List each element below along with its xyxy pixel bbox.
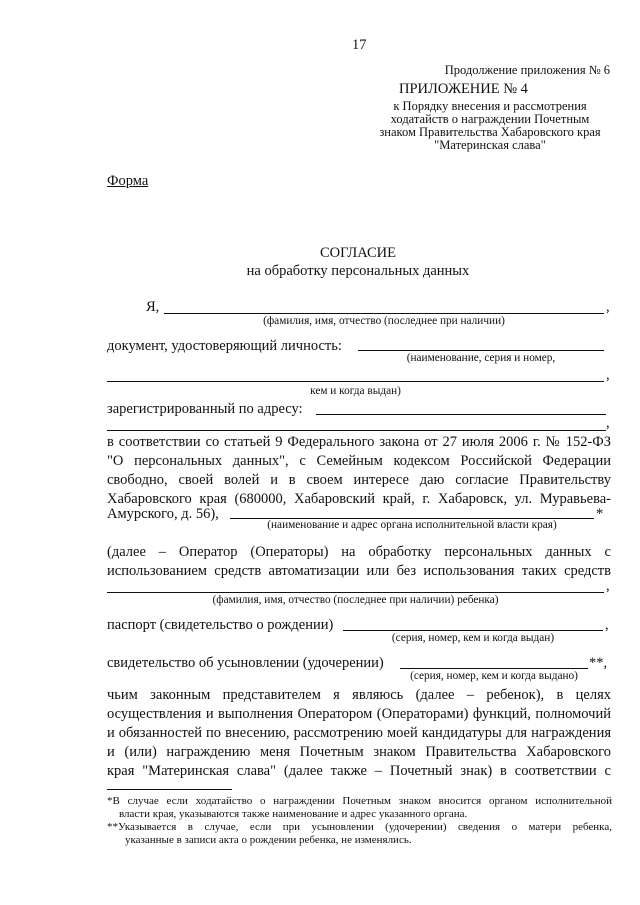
footnote-line: **Указывается в случае, если при усыновлении (удочерении) сведения о матери ребенка, — [107, 821, 612, 833]
doc-hint-1: (наименование, серия и номер, — [406, 352, 556, 364]
paragraph-line: (далее – Оператор (Операторы) на обработку персональных данных с — [107, 544, 611, 560]
document-subtitle: на обработку персональных данных — [246, 263, 470, 279]
doc-hint-2: кем и когда выдан) — [310, 385, 401, 397]
addr-comma: , — [606, 415, 610, 431]
passport-label: паспорт (свидетельство о рождении) — [107, 617, 334, 633]
adoption-label: свидетельство об усыновлении (удочерении) — [107, 655, 384, 671]
appendix-line: ходатайств о награждении Почетным — [390, 112, 590, 126]
child-name-field-line[interactable] — [107, 592, 604, 593]
fio-field-line[interactable] — [164, 313, 604, 314]
paragraph-line: в соответствии со статьей 9 Федерального закона от 27 июля 2006 г. № 152-ФЗ — [107, 434, 611, 450]
addr-label: зарегистрированный по адресу: — [107, 401, 303, 417]
doc-comma: , — [606, 367, 610, 383]
footnote-1 — [107, 795, 612, 821]
paragraph-line: осуществления и выполнения Оператором (Операторами) функций, полномочий — [107, 706, 611, 722]
form-label: Форма — [107, 173, 149, 189]
fio-comma: , — [606, 299, 610, 315]
paragraph-line: края "Материнская слава" (далее также – Почетный знак) в соответствии с — [107, 763, 611, 779]
operator-paragraph — [107, 543, 611, 581]
consent-paragraph — [107, 433, 611, 509]
paragraph-line: Амурского, д. 56), — [107, 506, 219, 522]
footnote-separator — [107, 789, 232, 790]
passport-hint: (серия, номер, кем и когда выдан) — [391, 632, 555, 644]
org-asterisk: * — [596, 506, 604, 522]
addr-field-line-2[interactable] — [107, 430, 606, 431]
fio-hint: (фамилия, имя, отчество (последнее при наличии) — [263, 315, 505, 327]
doc-label: документ, удостоверяющий личность: — [107, 338, 342, 354]
document-title: СОГЛАСИЕ — [319, 245, 397, 261]
appendix-line: "Материнская слава" — [434, 138, 546, 152]
footnote-line: указанные в записи акта о рождении ребенка, не изменялись. — [125, 834, 412, 846]
appendix-description — [370, 100, 610, 152]
footnotes — [107, 795, 612, 847]
passport-comma: , — [605, 617, 609, 633]
paragraph-line: Хабаровского края (680000, Хабаровский край, г. Хабаровск, ул. Муравьева- — [107, 491, 611, 507]
footnote-line: *В случае если ходатайство о награждении Почетным знаком вносится органом исполнительной — [107, 795, 612, 807]
paragraph-line: и обязанностей по внесению, рассмотрению моей кандидатуры для награждения — [107, 725, 611, 741]
appendix-title: ПРИЛОЖЕНИЕ № 4 — [399, 81, 528, 97]
addr-field-line[interactable] — [316, 414, 606, 415]
purpose-paragraph — [107, 686, 611, 781]
appendix-line: к Порядку внесения и рассмотрения — [393, 99, 587, 113]
adoption-hint: (серия, номер, кем и когда выдано) — [410, 670, 578, 682]
paragraph-line: свободно, своей волей и в своем интересе даю согласие Правительству — [107, 472, 611, 488]
org-hint: (наименование и адрес органа исполнительной власти края) — [267, 519, 557, 531]
paragraph-line: и (или) награждению меня Почетным знаком Правительства Хабаровского — [107, 744, 611, 760]
passport-field-line[interactable] — [343, 630, 603, 631]
appendix-continuation: Продолжение приложения № 6 — [444, 63, 610, 77]
footnote-2 — [107, 821, 612, 847]
adoption-mark: **, — [589, 655, 608, 671]
doc-field-line-2[interactable] — [107, 381, 604, 382]
paragraph-line: использованием средств автоматизации или без использования таких средств — [107, 563, 611, 579]
doc-field-line[interactable] — [358, 350, 604, 351]
ya-prefix: Я, — [146, 299, 160, 315]
child-name-hint: (фамилия, имя, отчество (последнее при наличии) ребенка) — [212, 594, 499, 606]
adoption-field-line[interactable] — [400, 668, 588, 669]
paragraph-line: чьим законным представителем я являюсь (далее – ребенок), в целях — [107, 687, 611, 703]
child-comma: , — [606, 578, 610, 594]
footnote-line: власти края, указываются также наименование и адрес указанного органа. — [119, 808, 468, 820]
paragraph-line: "О персональных данных", с Семейным кодексом Российской Федерации — [107, 453, 611, 469]
appendix-line: знаком Правительства Хабаровского края — [379, 125, 601, 139]
page-number: 17 — [352, 37, 367, 53]
